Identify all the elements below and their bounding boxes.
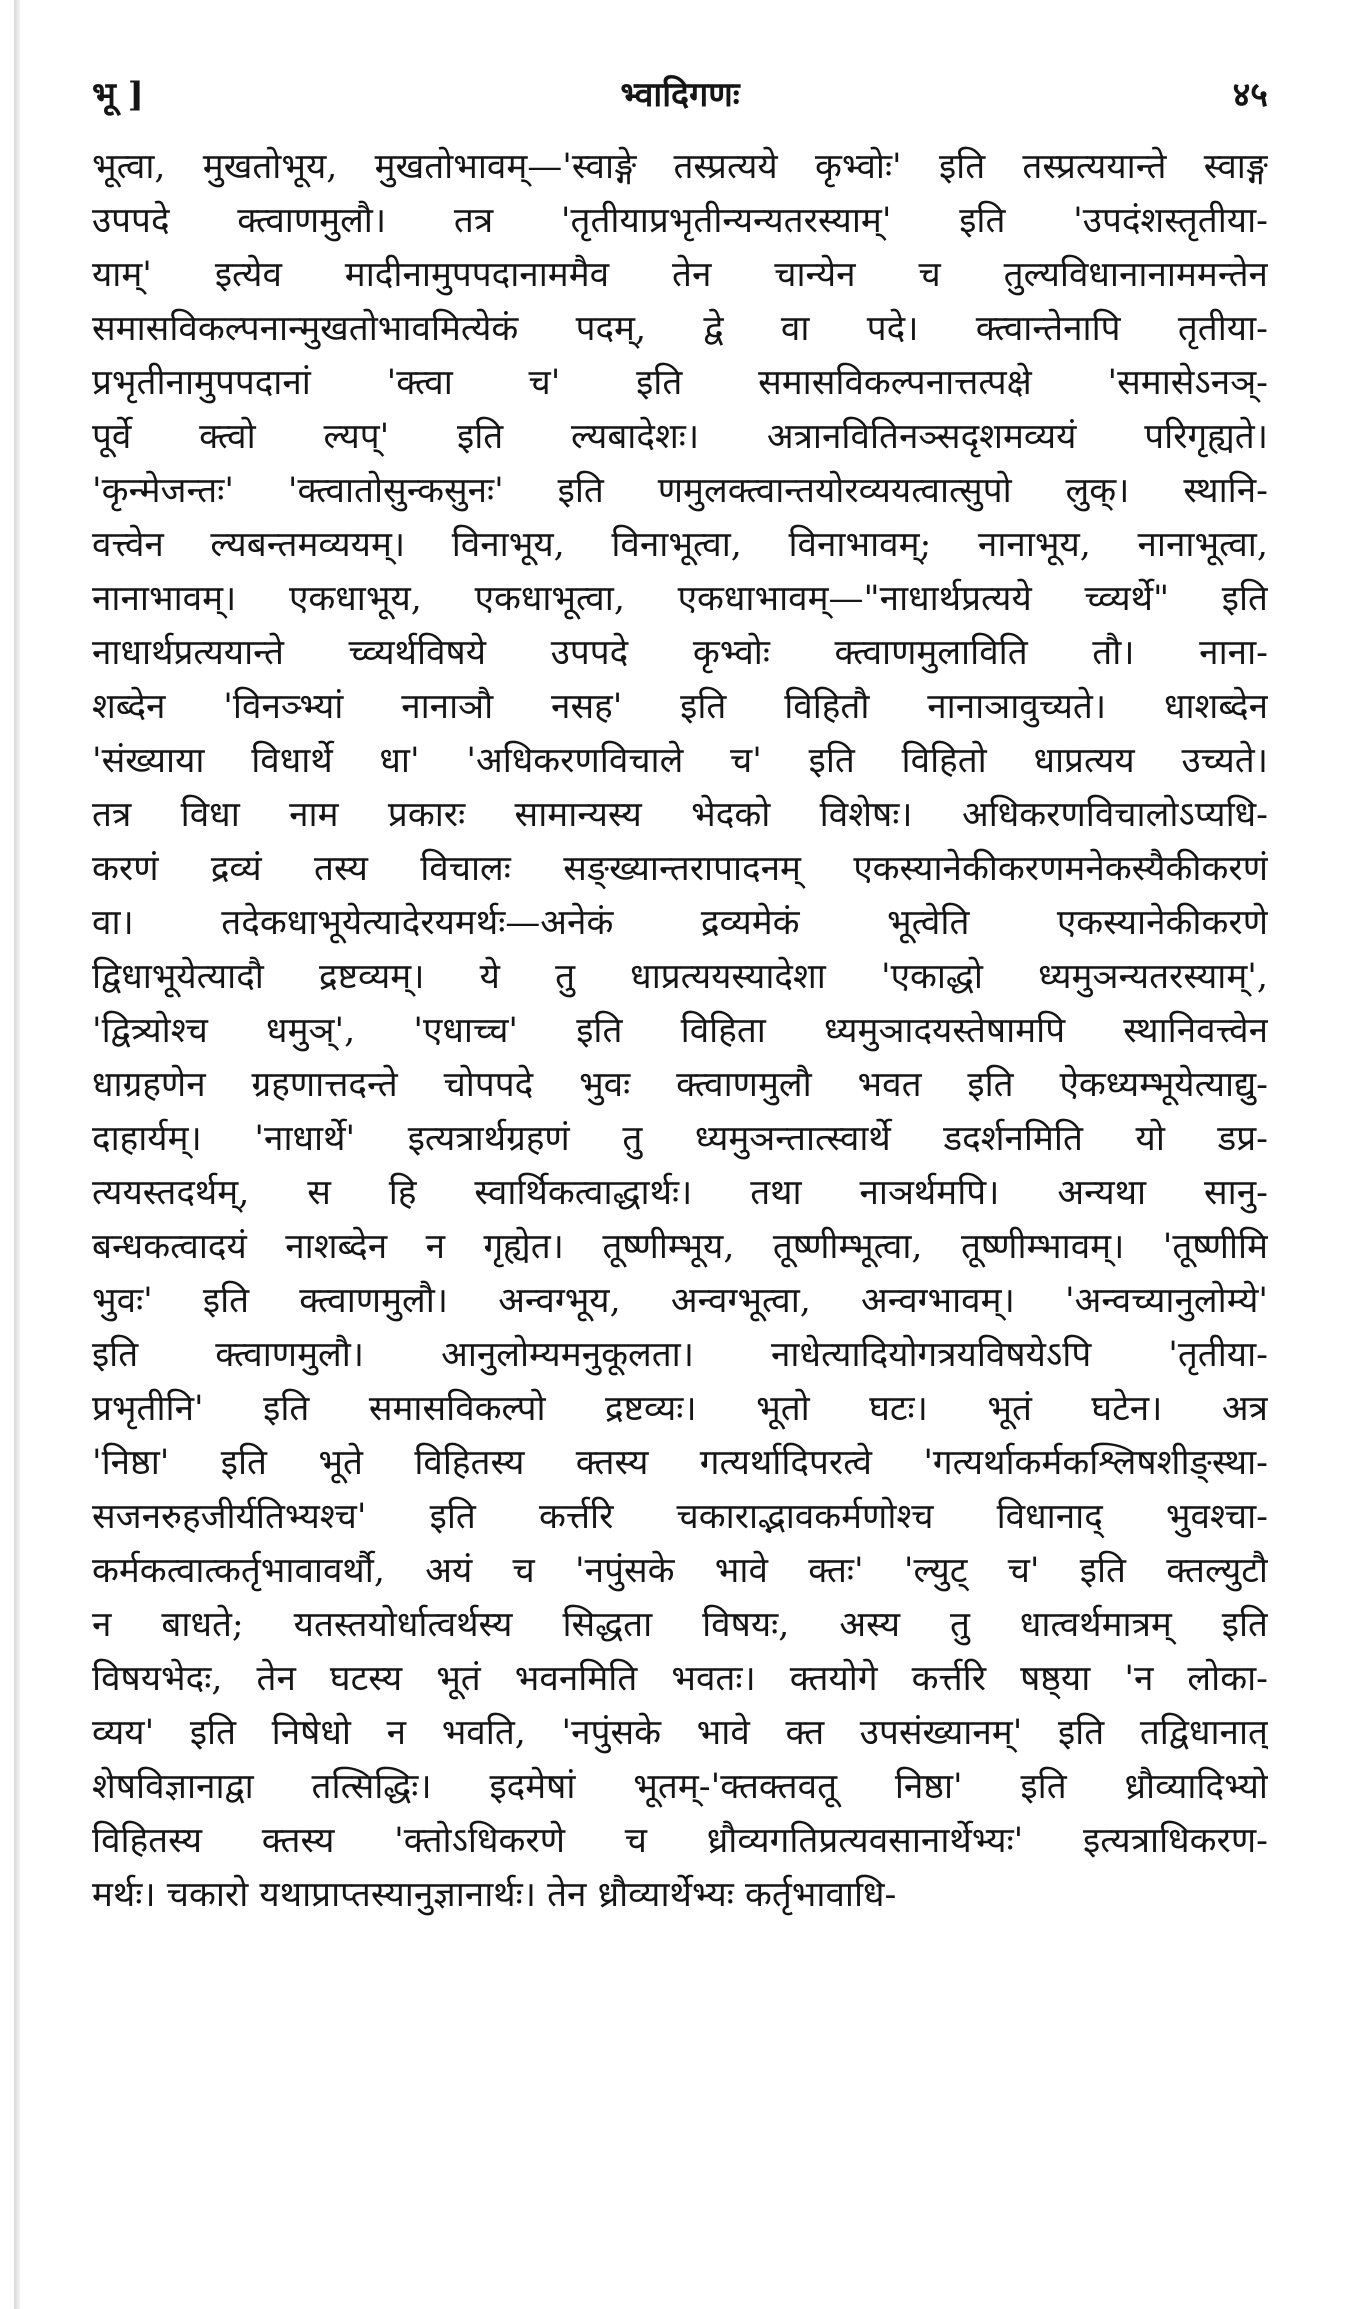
text-line: भुवः' इति क्त्वाणमुलौ। अन्वग्भूय, अन्वग्भूत्वा, अन्वग्भावम्। 'अन्वच्यानुलोम्ये' bbox=[92, 1281, 1268, 1321]
page-spine-edge bbox=[14, 0, 20, 2309]
header-page-number: ४५ bbox=[1232, 75, 1268, 115]
text-line: दाहार्यम्। 'नाधार्थे' इत्यत्रार्थग्रहणं तु ध्यमुञन्तात्स्वार्थे डदर्शनमिति यो डप्र- bbox=[92, 1119, 1268, 1159]
text-line: प्रभृतीनामुपपदानां 'क्त्वा च' इति समासविकल्पनात्तत्पक्षे 'समासेऽनञ्- bbox=[92, 363, 1268, 403]
text-line: वत्त्वेन ल्यबन्तमव्ययम्। विनाभूय, विनाभूत्वा, विनाभावम्; नानाभूय, नानाभूत्वा, bbox=[92, 525, 1268, 565]
header-chapter-title: भ्वादिगणः bbox=[620, 75, 740, 115]
text-line: उपपदे क्त्वाणमुलौ। तत्र 'तृतीयाप्रभृतीन्यन्यतरस्याम्' इति 'उपदंशस्तृतीया- bbox=[92, 201, 1268, 241]
text-line: नाधार्थप्रत्ययान्ते च्व्यर्थविषये उपपदे कृभ्वोः क्त्वाणमुलाविति तौ। नाना- bbox=[92, 633, 1268, 673]
text-line: द्विधाभूयेत्यादौ द्रष्टव्यम्। ये तु धाप्रत्ययस्यादेशा 'एकाद्धो ध्यमुञन्यतरस्याम्', bbox=[92, 957, 1268, 997]
running-header bbox=[92, 62, 1268, 122]
text-line: न बाधते; यतस्तयोर्धात्वर्थस्य सिद्धता विषयः, अस्य तु धात्वर्थमात्रम् इति bbox=[92, 1605, 1268, 1645]
text-line: शेषविज्ञानाद्वा तत्सिद्धिः। इदमेषां भूतम्-'क्तक्तवतू निष्ठा' इति ध्रौव्यादिभ्यो bbox=[92, 1767, 1268, 1807]
text-line: 'निष्ठा' इति भूते विहितस्य क्तस्य गत्यर्थादिपरत्वे 'गत्यर्थाकर्मकश्लिषशीङ्स्था- bbox=[92, 1443, 1268, 1483]
text-line: बन्धकत्वादयं नाशब्देन न गृह्येत। तूष्णीम्भूय, तूष्णीम्भूत्वा, तूष्णीम्भावम्। 'तूष्णीमि bbox=[92, 1227, 1268, 1267]
text-line: प्रभृतीनि' इति समासविकल्पो द्रष्टव्यः। भूतो घटः। भूतं घटेन। अत्र bbox=[92, 1389, 1268, 1429]
text-line: 'कृन्मेजन्तः' 'क्त्वातोसुन्कसुनः' इति णमुलक्त्वान्तयोरव्ययत्वात्सुपो लुक्। स्थानि- bbox=[92, 471, 1268, 511]
text-line: वा। तदेकधाभूयेत्यादेरयमर्थः—अनेकं द्रव्यमेकं भूत्वेति एकस्यानेकीकरणे bbox=[92, 903, 1268, 943]
text-line: विषयभेदः, तेन घटस्य भूतं भवनमिति भवतः। क्तयोगे कर्त्तरि षष्ठ्या 'न लोका- bbox=[92, 1659, 1268, 1699]
text-line: करणं द्रव्यं तस्य विचालः सङ्ख्यान्तरापादनम् एकस्यानेकीकरणमनेकस्यैकीकरणं bbox=[92, 849, 1268, 889]
text-line: 'द्वित्र्योश्च धमुञ्', 'एधाच्च' इति विहिता ध्यमुञादयस्तेषामपि स्थानिवत्त्वेन bbox=[92, 1011, 1268, 1051]
body-text bbox=[92, 140, 1268, 1922]
text-line: याम्' इत्येव मादीनामुपपदानाममैव तेन चान्येन च तुल्यविधानानाममन्तेन bbox=[92, 255, 1268, 295]
text-line: तत्र विधा नाम प्रकारः सामान्यस्य भेदको विशेषः। अधिकरणविचालोऽप्यधि- bbox=[92, 795, 1268, 835]
header-section-mark: भू ] bbox=[92, 75, 144, 115]
text-line: धाग्रहणेन ग्रहणात्तदन्ते चोपपदे भुवः क्त्वाणमुलौ भवत इति ऐकध्यम्भूयेत्याद्यु- bbox=[92, 1065, 1268, 1105]
text-line: नानाभावम्। एकधाभूय, एकधाभूत्वा, एकधाभावम्—"नाधार्थप्रत्यये च्व्यर्थे" इति bbox=[92, 579, 1268, 619]
text-line: सजनरुहजीर्यतिभ्यश्च' इति कर्त्तरि चकाराद्भावकर्मणोश्च विधानाद् भुवश्चा- bbox=[92, 1497, 1268, 1537]
text-line: समासविकल्पनान्मुखतोभावमित्येकं पदम्, द्वे वा पदे। क्त्वान्तेनापि तृतीया- bbox=[92, 309, 1268, 349]
text-line: विहितस्य क्तस्य 'क्तोऽधिकरणे च ध्रौव्यगतिप्रत्यवसानार्थेभ्यः' इत्यत्राधिकरण- bbox=[92, 1821, 1268, 1861]
text-line: पूर्वे क्त्वो ल्यप्' इति ल्यबादेशः। अत्रानवितिनञ्सदृशमव्ययं परिगृह्यते। bbox=[92, 417, 1268, 457]
text-line: त्ययस्तदर्थम्, स हि स्वार्थिकत्वाद्धार्थः। तथा नाञर्थमपि। अन्यथा सानु- bbox=[92, 1173, 1268, 1213]
text-line: भूत्वा, मुखतोभूय, मुखतोभावम्—'स्वाङ्गे तस्प्रत्यये कृभ्वोः' इति तस्प्रत्ययान्ते स्वाङ्ग bbox=[92, 147, 1268, 187]
text-line: 'संख्याया विधार्थे धा' 'अधिकरणविचाले च' इति विहितो धाप्रत्यय उच्यते। bbox=[92, 741, 1268, 781]
text-line: इति क्त्वाणमुलौ। आनुलोम्यमनुकूलता। नाधेत्यादियोगत्रयविषयेऽपि 'तृतीया- bbox=[92, 1335, 1268, 1375]
text-line: शब्देन 'विनञ्भ्यां नानाञौ नसह' इति विहितौ नानाञावुच्यते। धाशब्देन bbox=[92, 687, 1268, 727]
text-line: व्यय' इति निषेधो न भवति, 'नपुंसके भावे क्त उपसंख्यानम्' इति तद्विधानात् bbox=[92, 1713, 1268, 1753]
text-line: मर्थः। चकारो यथाप्राप्तस्यानुज्ञानार्थः। तेन ध्रौव्यार्थेभ्यः कर्तृभावाधि- bbox=[92, 1875, 897, 1915]
text-line: कर्मकत्वात्कर्तृभावावर्थौ, अयं च 'नपुंसके भावे क्तः' 'ल्युट् च' इति क्तल्युटौ bbox=[92, 1551, 1268, 1591]
